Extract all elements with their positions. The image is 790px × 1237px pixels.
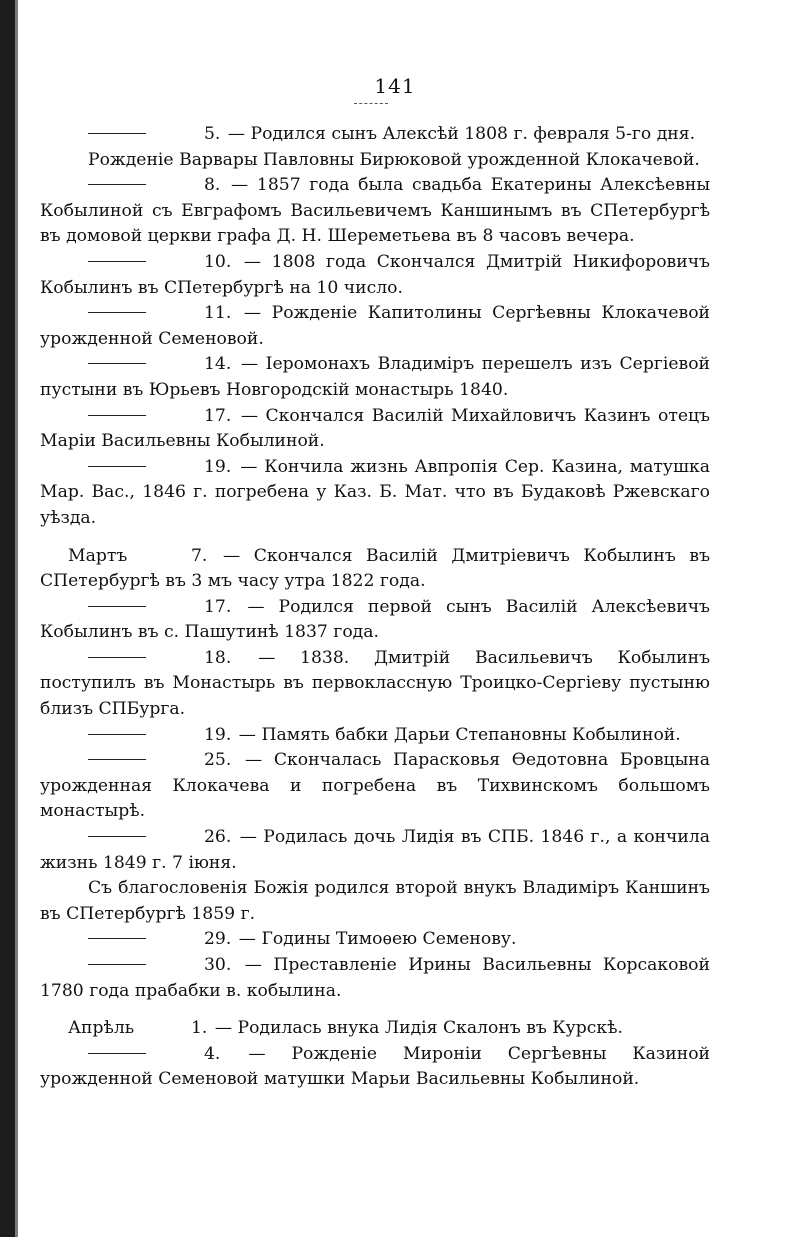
entry-day: 26.: [204, 827, 232, 848]
entry-day: 19.: [204, 456, 232, 477]
entry-day: 11.: [204, 303, 232, 324]
entry-text: — Родился сынъ Алексѣй 1808 г. февраля 5-го дня.: [222, 124, 696, 144]
ditto-dash: [88, 363, 146, 364]
entry-day: 4.: [204, 1043, 221, 1064]
entry-day: 17.: [204, 596, 232, 617]
ditto-dash: [88, 261, 146, 262]
ditto-dash: [88, 133, 146, 134]
entry-paragraph: [40, 646, 710, 723]
page-number-rule: [354, 103, 388, 104]
entry-day: 19.: [204, 724, 232, 745]
entry-text: — Скончался Василій Дмитріевичъ Кобылинъ въ СПетербургѣ въ 3 мъ часу утра 1822 года.: [40, 545, 710, 592]
entry-text: Съ благословенія Божія родился второй внукъ Владиміръ Каншинъ въ СПетербургѣ 1859 г.: [40, 878, 710, 924]
entry-paragraph: [40, 404, 710, 455]
entry-paragraph: [40, 148, 710, 174]
ditto-dash: [88, 836, 146, 837]
entry-day: 25.: [204, 750, 232, 771]
entry-text: — Родилась внука Лидія Скалонъ въ Курскѣ.: [209, 1018, 623, 1039]
ditto-dash: [88, 606, 146, 607]
ditto-dash: [88, 415, 146, 416]
entry-day: 10.: [204, 251, 232, 272]
book-binding-edge: [0, 0, 15, 1237]
ditto-dash: [88, 938, 146, 939]
entry-paragraph: [40, 301, 710, 352]
entry-paragraph: [40, 927, 710, 953]
entry-text: — Родился первой сынъ Василій Алексѣевичъ Кобылинъ въ с. Пашутинѣ 1837 года.: [40, 596, 710, 643]
month-heading: Мартъ: [68, 545, 128, 566]
entry-text: — Іеромонахъ Владиміръ перешелъ изъ Сергіевой пустыни въ Юрьевъ Новгородскій монастырь 1840.: [40, 354, 710, 400]
entry-text: — 1838. Дмитрій Васильевичъ Кобылинъ поступилъ въ Монастырь въ первоклассную Троицко-Сергіеву пустыню близъ СПБурга.: [40, 647, 710, 720]
ditto-dash: [88, 759, 146, 760]
ditto-dash: [88, 466, 146, 467]
entry-day: 30.: [204, 955, 232, 975]
page-number: 141: [374, 74, 416, 98]
entry-text: — Родилась дочь Лидія въ СПБ. 1846 г., а кончила жизнь 1849 г. 7 іюня.: [40, 827, 710, 873]
entry-day: 18.: [204, 647, 232, 668]
entry-text: — Кончила жизнь Авпропія Сер. Казина, матушка Мар. Вас., 1846 г. погребена у Каз. Б. Мат. что въ Будаковѣ Ржевскаго уѣзда.: [40, 456, 710, 528]
entry-day: 7.: [191, 545, 208, 566]
entry-text: — Рожденіе Капитолины Сергѣевны Клокачевой урожденной Семеновой.: [40, 303, 710, 349]
entry-text: — 1808 года Скончался Дмитрій Никифоровичъ Кобылинъ въ СПетербургѣ на 10 число.: [40, 251, 710, 298]
ditto-dash: [88, 964, 146, 965]
entry-paragraph: [40, 1016, 710, 1042]
entry-paragraph: [40, 825, 710, 876]
ditto-dash: [88, 184, 146, 185]
entry-text: — Годины Тимоѳею Семенову.: [233, 929, 517, 950]
entry-day: 14.: [204, 354, 232, 375]
entry-paragraph: [40, 748, 710, 825]
entry-paragraph: [40, 122, 710, 148]
entry-text: — Скончалась Парасковья Ѳедотовна Бровцына урожденная Клокачева и погребена въ Тихвинскомъ большомъ монастырѣ.: [40, 750, 710, 822]
entry-paragraph: [40, 544, 710, 595]
entry-text: — 1857 года была свадьба Екатерины Алексѣевны Кобылиной съ Евграфомъ Васильевичемъ Каншинымъ въ СПетербургѣ въ домовой церкви графа Д. Н. Шереметьева въ 8 часовъ вечера.: [40, 175, 710, 247]
book-binding-shadow: [15, 0, 18, 1237]
entry-day: 17.: [204, 405, 232, 426]
entry-paragraph: [40, 455, 710, 532]
entry-text: Рожденіе Варвары Павловны Бирюковой урожденной Клокачевой.: [88, 149, 700, 170]
ditto-dash: [88, 734, 146, 735]
entry-paragraph: [40, 953, 710, 1004]
ditto-dash: [88, 1053, 146, 1054]
entry-day: 5.: [204, 124, 221, 144]
entry-paragraph: [40, 173, 710, 250]
month-heading: Апрѣль: [68, 1018, 135, 1039]
entry-paragraph: [40, 1042, 710, 1093]
entry-paragraph: [40, 352, 710, 403]
entry-text: — Скончался Василій Михайловичъ Казинъ отецъ Маріи Васильевны Кобылиной.: [40, 405, 710, 452]
entry-day: 1.: [191, 1018, 208, 1039]
entry-paragraph: [40, 250, 710, 301]
entry-paragraph: [40, 723, 710, 749]
entry-paragraph: [40, 595, 710, 646]
ditto-dash: [88, 657, 146, 658]
entry-text: — Преставленіе Ирины Васильевны Корсаковой 1780 года прабабки в. кобылина.: [40, 955, 710, 1001]
ditto-dash: [88, 312, 146, 313]
entry-day: 29.: [204, 929, 232, 950]
entry-paragraph: [40, 876, 710, 927]
entry-day: 8.: [204, 175, 221, 196]
entry-text: — Память бабки Дарьи Степановны Кобылиной.: [233, 724, 681, 745]
page-body: [40, 122, 710, 1093]
entry-text: — Рожденіе Мироніи Сергѣевны Казиной урожденной Семеновой матушки Марьи Васильевны Кобылиной.: [40, 1043, 710, 1090]
